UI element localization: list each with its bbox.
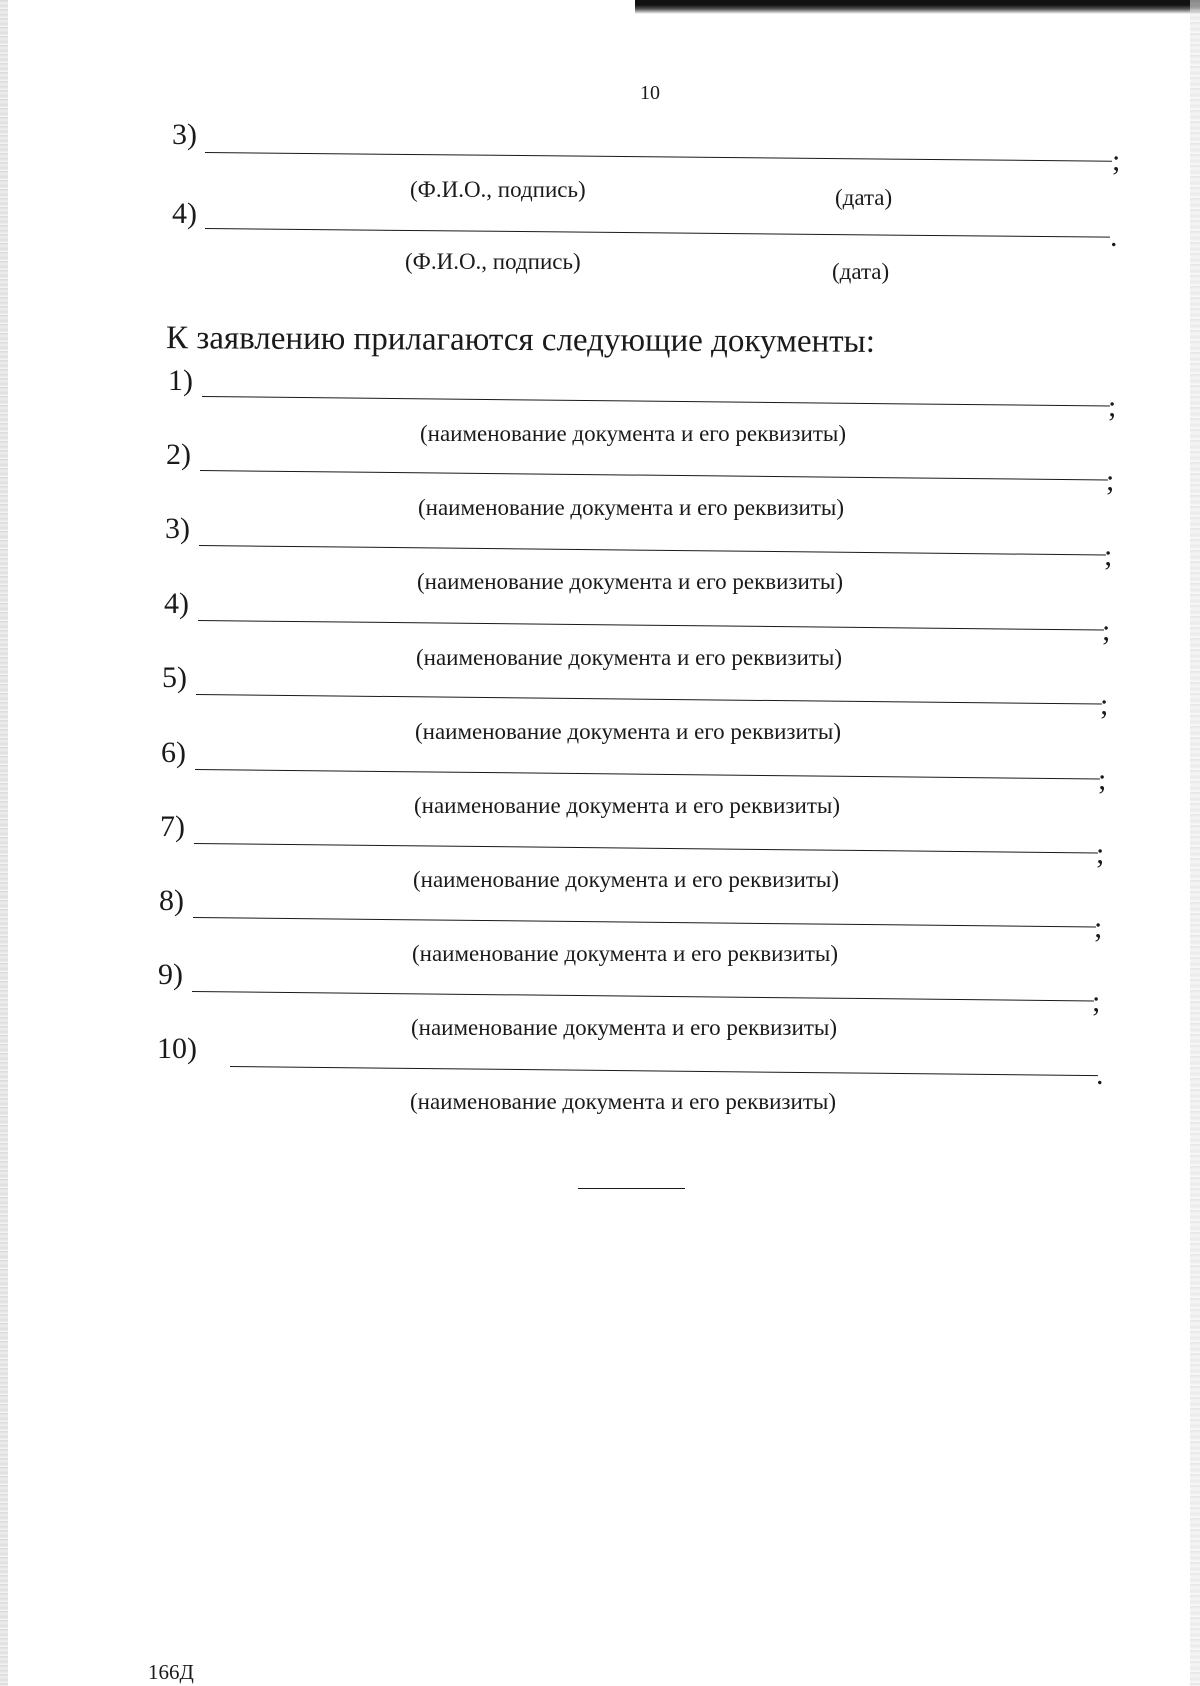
page-number: 10 bbox=[640, 82, 660, 104]
attachment-caption: (наименование документа и его реквизиты) bbox=[413, 867, 839, 892]
attachment-caption: (наименование документа и его реквизиты) bbox=[410, 1089, 836, 1114]
entry-number: 2) bbox=[166, 438, 191, 471]
line-end-punctuation: ; bbox=[1104, 539, 1113, 572]
entry-number: 4) bbox=[164, 587, 189, 620]
line-end-punctuation: . bbox=[1096, 1058, 1104, 1091]
scan-right-edge bbox=[1190, 0, 1200, 1686]
scan-left-edge bbox=[0, 0, 8, 1686]
entry-number: 3) bbox=[165, 512, 190, 545]
line-end-punctuation: ; bbox=[1092, 985, 1101, 1018]
attachment-line[interactable] bbox=[192, 991, 1094, 1001]
attachment-line[interactable] bbox=[200, 470, 1108, 481]
attachment-line[interactable] bbox=[195, 769, 1100, 779]
scan-top-edge bbox=[635, 0, 1200, 14]
entry-number: 4) bbox=[172, 197, 197, 230]
line-end-punctuation: ; bbox=[1106, 464, 1115, 497]
signature-line[interactable] bbox=[205, 228, 1110, 238]
entry-number: 10) bbox=[157, 1032, 197, 1065]
line-end-punctuation: . bbox=[1110, 220, 1118, 253]
attachment-caption: (наименование документа и его реквизиты) bbox=[412, 941, 838, 966]
entry-number: 5) bbox=[162, 661, 187, 694]
attachment-caption: (наименование документа и его реквизиты) bbox=[420, 421, 846, 446]
attachment-caption: (наименование документа и его реквизиты) bbox=[418, 495, 844, 520]
attachment-caption: (наименование документа и его реквизиты) bbox=[415, 719, 841, 744]
entry-number: 1) bbox=[168, 364, 193, 397]
attachment-line[interactable] bbox=[196, 694, 1102, 704]
attachment-caption: (наименование документа и его реквизиты) bbox=[411, 1015, 837, 1040]
attachment-line[interactable] bbox=[198, 620, 1104, 630]
attachment-caption: (наименование документа и его реквизиты) bbox=[416, 645, 842, 670]
entry-number: 3) bbox=[172, 118, 197, 151]
name-signature-caption: (Ф.И.О., подпись) bbox=[410, 177, 586, 202]
date-caption: (дата) bbox=[835, 185, 893, 210]
name-signature-caption: (Ф.И.О., подпись) bbox=[405, 249, 581, 274]
end-rule bbox=[578, 1188, 685, 1189]
attachment-line[interactable] bbox=[230, 1066, 1098, 1076]
line-end-punctuation: ; bbox=[1102, 614, 1111, 647]
entry-number: 9) bbox=[158, 958, 183, 991]
attachment-line[interactable] bbox=[199, 545, 1106, 555]
attachment-line[interactable] bbox=[202, 396, 1110, 407]
entry-number: 7) bbox=[160, 810, 185, 843]
line-end-punctuation: ; bbox=[1100, 688, 1109, 721]
line-end-punctuation: ; bbox=[1098, 763, 1107, 796]
entry-number: 8) bbox=[159, 884, 184, 917]
line-end-punctuation: ; bbox=[1108, 390, 1117, 423]
line-end-punctuation: ; bbox=[1112, 144, 1121, 177]
date-caption: (дата) bbox=[832, 259, 890, 284]
signature-line[interactable] bbox=[205, 152, 1112, 162]
attachment-line[interactable] bbox=[194, 843, 1098, 853]
line-end-punctuation: ; bbox=[1096, 837, 1105, 870]
attachment-caption: (наименование документа и его реквизиты) bbox=[414, 793, 840, 818]
footer-code: 166Д bbox=[148, 1660, 194, 1684]
entry-number: 6) bbox=[161, 736, 186, 769]
attachments-heading: К заявлению прилагаются следующие документы: bbox=[165, 320, 876, 360]
attachment-caption: (наименование документа и его реквизиты) bbox=[417, 569, 843, 594]
line-end-punctuation: ; bbox=[1094, 911, 1103, 944]
attachment-line[interactable] bbox=[193, 917, 1096, 927]
